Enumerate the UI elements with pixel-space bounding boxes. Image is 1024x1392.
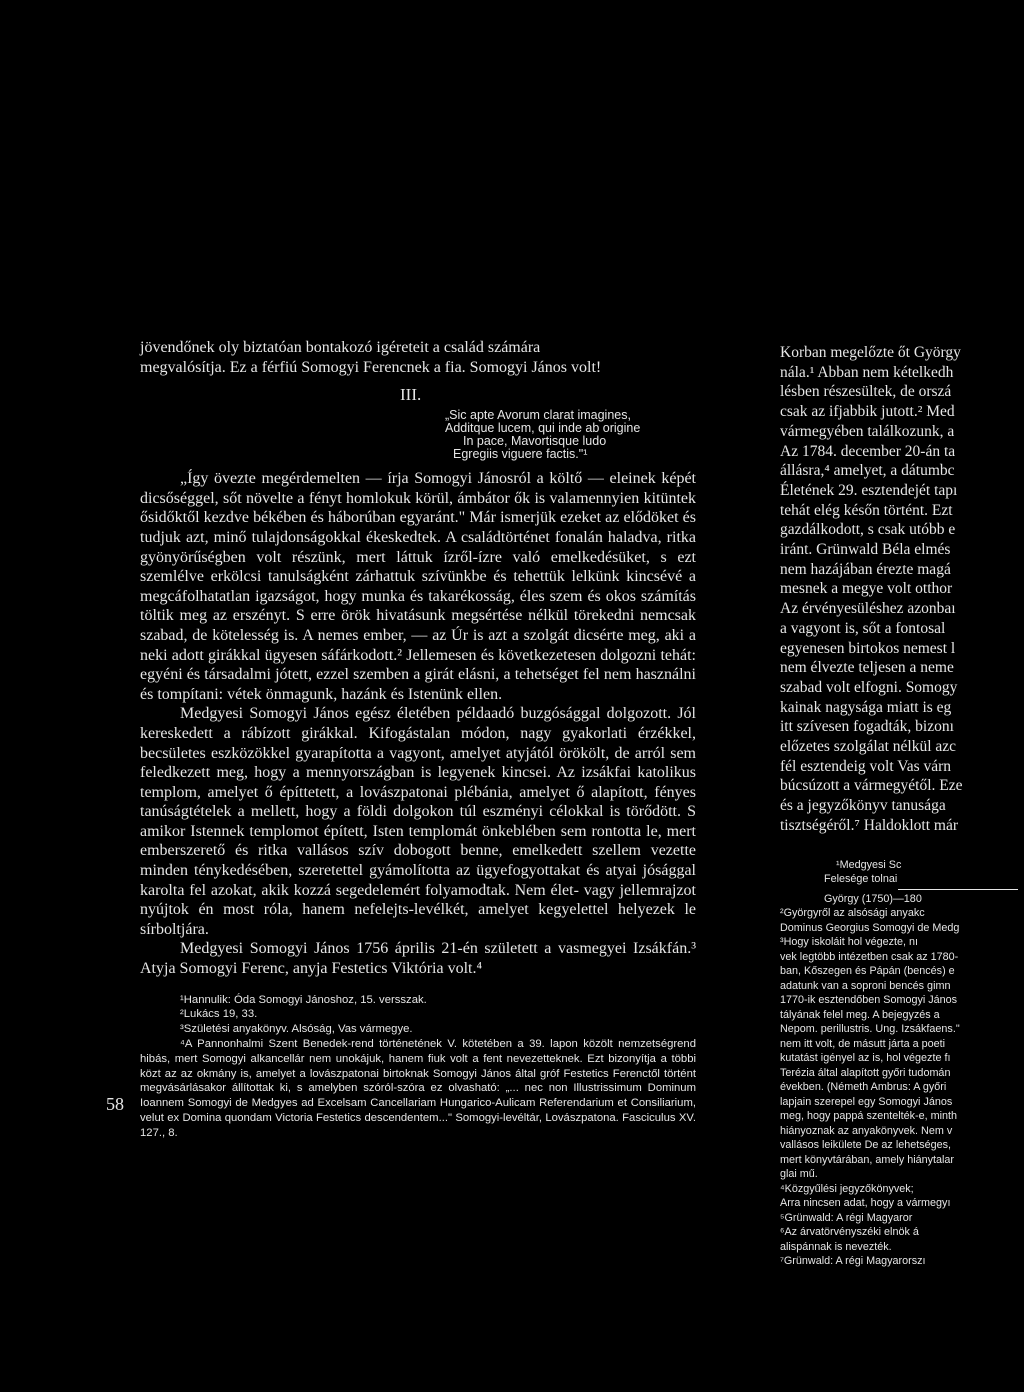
paragraph-2: Medgyesi Somogyi János egész életében példaadó buzgósággal dolgozott. Jól kereskedett a rábízott girákkal. Kifogástalan módon, nagy gyakorlati érzékkel, becsületes eszközökkel gyarapította a vagyont, amelyet atyjától örökölt, de arról sem feledkezett meg, hogy a mennyországban is legyenek kincsei. Az izsákfai katolikus templom, amelyet ő építtetett, a lovászpatonai plébánia, amelyet ő alapított, fényes tanúságtételek a mellett, hogy a földi dolgokon túl eszményi célokkal is törődött. S amikor Istennek templomot épített, Isten templomát önkeblében sem rontotta le, mert emberszerető és ritka vallásos szív dobogott benne, emelkedett szellem vezette minden ténykedésében, szeretettel gyámolította az ügyefogyottakat és atyai jósággal karolta fel azokat, akik kozzá segedelemért folyamodtak. Nem élet- vagy jellemrajzot nyújtok én most róla, hanem nefelejts-levélkét, amelyet kegyelettel helyezek le sírboltjára. — [140, 705, 696, 938]
right-footnote-line: tályának felel meg. A bejegyzés a — [780, 1008, 940, 1021]
motto-line: In pace, Mavortisque ludo — [463, 434, 607, 449]
right-footnote-line: glai mű. — [780, 1168, 818, 1181]
right-footnote-line: ⁷Grünwald: A régi Magyarorszı — [780, 1255, 926, 1268]
right-footnote-line: ⁶Az árvatörvényszéki elnök á — [780, 1226, 919, 1239]
footnote-4: ⁴A Pannonhalmi Szent Benedek-rend történetének V. kötetében a 39. lapon közölt nemzetségrend hibás, mert Somogyi alkancellár nem unokájuk, hanem fiuk volt a fent nevezetteknek. Ezt bizonyítja a többi közt az az okmány is, amelyet a lovászpatonai birtoknak Somogyi János által gróf Festetics Ferenctől történt megvásárlásakor állítottak ki, s amelyben szóról-szóra ez olvasható: „... nec non Illustrissimum Dominum Ioannem Somogyi de Medgyes ad Excelsam Cancellariam Hungarico-Aulicam Referendarium et Consiliarium, velut ex Domina quondam Victoria Festetics descendentem..." Somogyi-levéltár, Lovászpatona. Fasciculus XV. 127., 8. — [140, 1038, 696, 1139]
right-footnote-line: ¹Medgyesi Sc — [836, 858, 902, 871]
right-line: fél esztendeig volt Vas várn — [780, 757, 952, 775]
right-line: állásra,⁴ amelyet, a dátumbc — [780, 462, 955, 480]
right-line: lésben részesültek, de orszá — [780, 383, 952, 401]
right-footnote-line: években. (Németh Ambrus: A győri — [780, 1081, 947, 1094]
motto-line: Egregiis viguere factis."¹ — [453, 447, 588, 462]
right-line: a vagyont is, sőt a fontosal — [780, 619, 946, 637]
footnote-divider — [898, 889, 1018, 890]
footnote-1: ¹Hannulik: Óda Somogyi Jánoshoz, 15. versszak. — [180, 993, 427, 1006]
intro-line-1: jövendőnek oly biztatóan bontakozó igéreteit a család számára — [140, 339, 541, 356]
paragraph-3: Medgyesi Somogyi János 1756 április 21-én született a vasmegyei Izsákfán.³ Atyja Somogyi Ferenc, anyja Festetics Viktória volt.⁴ — [140, 940, 696, 978]
latin-motto — [445, 409, 696, 461]
right-footnote-line: Nepom. perillustris. Ung. Izsákfaens." — [780, 1023, 960, 1036]
right-line: vármegyében találkozunk, a — [780, 422, 955, 440]
right-line: búcsúzott a vármegyétől. Eze — [780, 777, 963, 795]
right-line: itt szívesen fogadták, bizonı — [780, 718, 954, 736]
footnote-3: ³Születési anyakönyv. Alsóság, Vas vármegye. — [180, 1023, 413, 1036]
right-line: tehát elég későn történt. Ezt — [780, 501, 953, 519]
right-line: nem hazájában érezte magá — [780, 560, 951, 578]
right-footnote-line: nem itt volt, de másutt járta a poeti — [780, 1037, 946, 1050]
right-line: nem élvezte teljesen a neme — [780, 659, 954, 677]
right-footnotes — [780, 858, 1024, 1269]
right-line: szabad volt elfogni. Somogy — [780, 678, 958, 696]
right-line: csak az ifjabbik jutott.² Med — [780, 403, 955, 421]
right-footnote-line: Arra nincsen adat, hogy a vármegyı — [780, 1197, 951, 1210]
right-footnote-line: vek legtöbb intézetben csak az 1780- — [780, 950, 959, 963]
right-footnote-line: ³Hogy iskoláit hol végezte, nı — [780, 936, 919, 949]
right-footnote-line: meg, hogy pappá szentelték-e, minth — [780, 1110, 958, 1123]
right-line: kainak nagysága miatt is eg — [780, 698, 952, 716]
right-footnote-line: Felesége tolnai — [824, 873, 898, 886]
right-line: és a jegyzőkönyv tanusága — [780, 797, 946, 815]
right-footnote-line: adatunk van a soproni bencés gimn — [780, 979, 951, 992]
left-footnotes — [140, 993, 696, 1141]
right-line: mesnek a megye volt otthor — [780, 580, 953, 598]
page-number: 58 — [106, 1094, 124, 1114]
intro-line-2: megvalósítja. Ez a férfiú Somogyi Ferencnek a fia. Somogyi János volt! — [140, 358, 602, 376]
right-line: előzetes szolgálat nélkül azc — [780, 738, 957, 756]
right-line: Életének 29. esztendejét tapı — [780, 481, 958, 499]
right-line: tisztségéről.⁷ Haldoklott már — [780, 816, 959, 834]
right-footnote-line: lapjain szerepel egy Somogyi János — [780, 1095, 953, 1108]
right-footnote-line: ban, Kőszegen és Pápán (bencés) e — [780, 965, 955, 978]
section-number: III. — [400, 385, 422, 405]
right-line: Az 1784. december 20-án ta — [780, 442, 956, 460]
right-footnote-line: ⁴Közgyűlési jegyzőkönyvek; — [780, 1182, 914, 1195]
right-line: Korban megelőzte őt György — [780, 344, 961, 361]
right-column — [780, 343, 1024, 1269]
right-footnote-line: György (1750)—180 — [824, 892, 922, 905]
right-footnote-line: Terézia által alapított győri tudomán — [780, 1066, 951, 1079]
right-footnote-line: Dominus Georgius Somogyi de Medg — [780, 921, 960, 934]
right-footnote-line: mert könyvtárában, amely hiánytalar — [780, 1153, 955, 1166]
right-footnote-line: ²Györgyről az alsósági anyakc — [780, 907, 925, 920]
motto-line: Additque lucem, qui inde ab origine — [445, 421, 641, 436]
right-line: Az érvényesüléshez azonbaı — [780, 600, 956, 618]
right-body-text — [780, 343, 1024, 836]
right-footnote-line: 1770-ik esztendőben Somogyi János — [780, 994, 958, 1007]
right-footnote-line: hiányoznak az anyakönyvek. Nem v — [780, 1124, 953, 1137]
left-column — [140, 338, 696, 1141]
right-line: gazdálkodott, s csak utóbb e — [780, 521, 956, 539]
right-line: egyenesen birtokos nemest l — [780, 639, 956, 657]
right-footnote-line: ⁵Grünwald: A régi Magyaror — [780, 1211, 913, 1224]
motto-line: „Sic apte Avorum clarat imagines, — [445, 408, 631, 423]
footnote-2: ²Lukács 19, 33. — [180, 1008, 258, 1021]
right-line: iránt. Grünwald Béla elmés — [780, 541, 951, 559]
right-line: nála.¹ Abban nem kételkedh — [780, 363, 954, 381]
paragraph-1: „Így övezte megérdemelten — írja Somogyi Jánosról a költő — eleinek képét dicsőséggel, sőt növelte a fényt homlokuk körül, ámbátor ők is valamennyien kitüntek ősidőktől kezdve békében és háborúban egyaránt." Már ismerjük ezeket az elődöket és tudjuk azt, minő tulajdonságokkal ékeskedtek. A családtörténet fonalán haladva, ritka gyönyörűségben volt részünk, mert láttuk ízről-ízre való emelkedésüket, s ezt szemlélve erkölcsi tanulságként zárhattuk szívünkbe és tehettük lelkünk kincsévé a megcáfolhatatlan igazságot, hogy munka és takarékosság, éles szem és okos számítás töltik meg az erszényt. S erre örök hivatásunk megsértése nélkül törekedni nemcsak szabad, de kötelesség is. A nemes ember, — az Úr is azt a szolgát dicsérte meg, aki a neki adott girákkal ügyesen sáfárkodott.² Jellemesen és következetesen dolgozni tehát: egyéni és társadalmi jótett, ezzel szemben a girát elásni, a tehetséget fel nem használni és tompítani: vétek önmagunk, hazánk és Istenünk ellen. — [140, 470, 696, 703]
right-footnote-line: alispánnak is nevezték. — [780, 1240, 892, 1253]
right-footnote-line: vallásos leikülete De az lehetséges, — [780, 1139, 952, 1152]
right-footnote-line: kutatást igényel az is, hol végezte fı — [780, 1052, 951, 1065]
